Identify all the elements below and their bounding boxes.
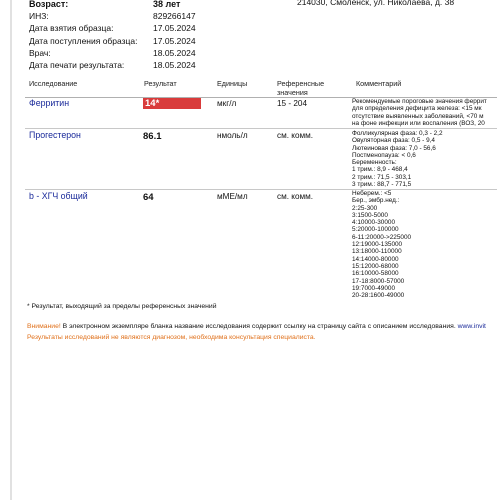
row-divider <box>25 128 497 129</box>
comment-line: 14:14000-80000 <box>352 255 399 263</box>
comment-line: 12:19000-135000 <box>352 241 403 249</box>
warning-text: В электронном экземпляре бланка название исследования содержит ссылку на страницу сайта с описанием исследования. <box>60 323 458 330</box>
header-result: Результат <box>144 79 177 88</box>
comment-line: Фолликулярная фаза: 0,3 - 2,2 <box>352 130 443 137</box>
comment-line: 20-28:1600-49000 <box>352 292 405 300</box>
comment-line: Овуляторная фаза: 0,5 - 9,4 <box>352 137 435 145</box>
footnote: * Результат, выходящий за пределы референсных значений <box>27 303 217 310</box>
header-units: Единицы <box>217 79 248 88</box>
units-value: мкг/л <box>217 99 237 108</box>
comment-line: 2:25-300 <box>352 204 378 212</box>
header-test: Исследование <box>29 79 78 88</box>
result-value: 64 <box>143 192 154 203</box>
warning-line-1 <box>27 321 486 332</box>
comment-line: 13:18000-110000 <box>352 248 402 256</box>
comment-line: 3:1500-5000 <box>352 211 388 219</box>
patient-label: ИНЗ: <box>29 11 49 22</box>
test-link-ferritin[interactable]: Ферритин <box>29 98 70 108</box>
comment-line: на фоне инфекции или воспаления (ВОЗ, 20 <box>352 119 485 127</box>
header-reference <box>277 80 324 97</box>
patient-value: 17.05.2024 <box>153 35 196 46</box>
patient-value: 38 лет <box>153 0 181 9</box>
lab-address: 214030, Смоленск, ул. Николаева, д. 38 <box>297 0 455 7</box>
reference-value: см. комм. <box>277 131 314 140</box>
patient-label: Врач: <box>29 47 51 58</box>
patient-label: Дата поступления образца: <box>29 35 138 46</box>
comment-line: Рекомендуемые пороговые значения феррит <box>352 98 487 105</box>
warning-lead: Внимание! <box>27 323 61 330</box>
comment-line: Бер., эмбр.нед.: <box>352 197 400 205</box>
result-value-flagged: 14* <box>143 98 201 109</box>
comment-line: 19:7000-49000 <box>352 284 395 292</box>
comment-block <box>352 190 411 299</box>
patient-label: Возраст: <box>29 0 69 9</box>
comment-line: 16:10000-58000 <box>352 270 399 278</box>
reference-value: 15 - 204 <box>277 99 308 108</box>
comment-line: 6-11:20000->225000 <box>352 233 412 241</box>
patient-value: 17.05.2024 <box>153 23 196 34</box>
result-value: 86.1 <box>143 131 162 142</box>
patient-label: Дата печати результата: <box>29 59 125 70</box>
left-border-rule <box>10 0 12 500</box>
row-divider <box>25 189 497 190</box>
patient-value: 18.05.2024 <box>153 47 196 58</box>
units-value: нмоль/л <box>217 131 248 140</box>
test-link-b-hcg[interactable]: b - ХГЧ общий <box>29 191 88 201</box>
comment-line: 4:10000-30000 <box>352 219 395 227</box>
comment-line: 3 трим.: 88,7 - 771,5 <box>352 181 412 189</box>
comment-line: 5:20000-100000 <box>352 226 399 234</box>
reference-value: см. комм. <box>277 192 314 201</box>
test-link-progesterone[interactable]: Прогестерон <box>29 130 81 140</box>
patient-label: Дата взятия образца: <box>29 23 114 34</box>
warning-line-2: Результаты исследований не являются диагнозом, необходима консультация специалиста. <box>27 334 316 341</box>
header-comment: Комментарий <box>356 79 402 88</box>
comment-block <box>352 98 487 127</box>
warning-block <box>27 321 486 343</box>
comment-line: Неберем.: <5 <box>352 190 392 197</box>
units-value: мМЕ/мл <box>217 192 248 201</box>
comment-line: 15:12000-68000 <box>352 262 399 270</box>
comment-line: Лютеиновая фаза: 7,0 - 56,6 <box>352 144 436 152</box>
header-reference-line1: Референсные <box>277 79 325 88</box>
comment-line: 1 трим.: 8,9 - 468,4 <box>352 166 408 174</box>
comment-line: для определения дефицита железа: <15 мк <box>352 105 482 113</box>
patient-value: 18.05.2024 <box>153 59 196 70</box>
site-link[interactable]: www.invit <box>457 323 486 330</box>
comment-block <box>352 130 443 188</box>
comment-line: Беременность: <box>352 159 397 167</box>
comment-line: 17-18:8000-57000 <box>352 277 405 285</box>
comment-line: отсутствие выявленных заболеваний, <70 м <box>352 112 484 120</box>
comment-line: Постменопауза: < 0,6 <box>352 151 416 159</box>
comment-line: 2 трим.: 71,5 - 303,1 <box>352 173 412 181</box>
patient-value: 829266147 <box>153 11 196 22</box>
header-reference-line2: значения <box>277 87 308 97</box>
